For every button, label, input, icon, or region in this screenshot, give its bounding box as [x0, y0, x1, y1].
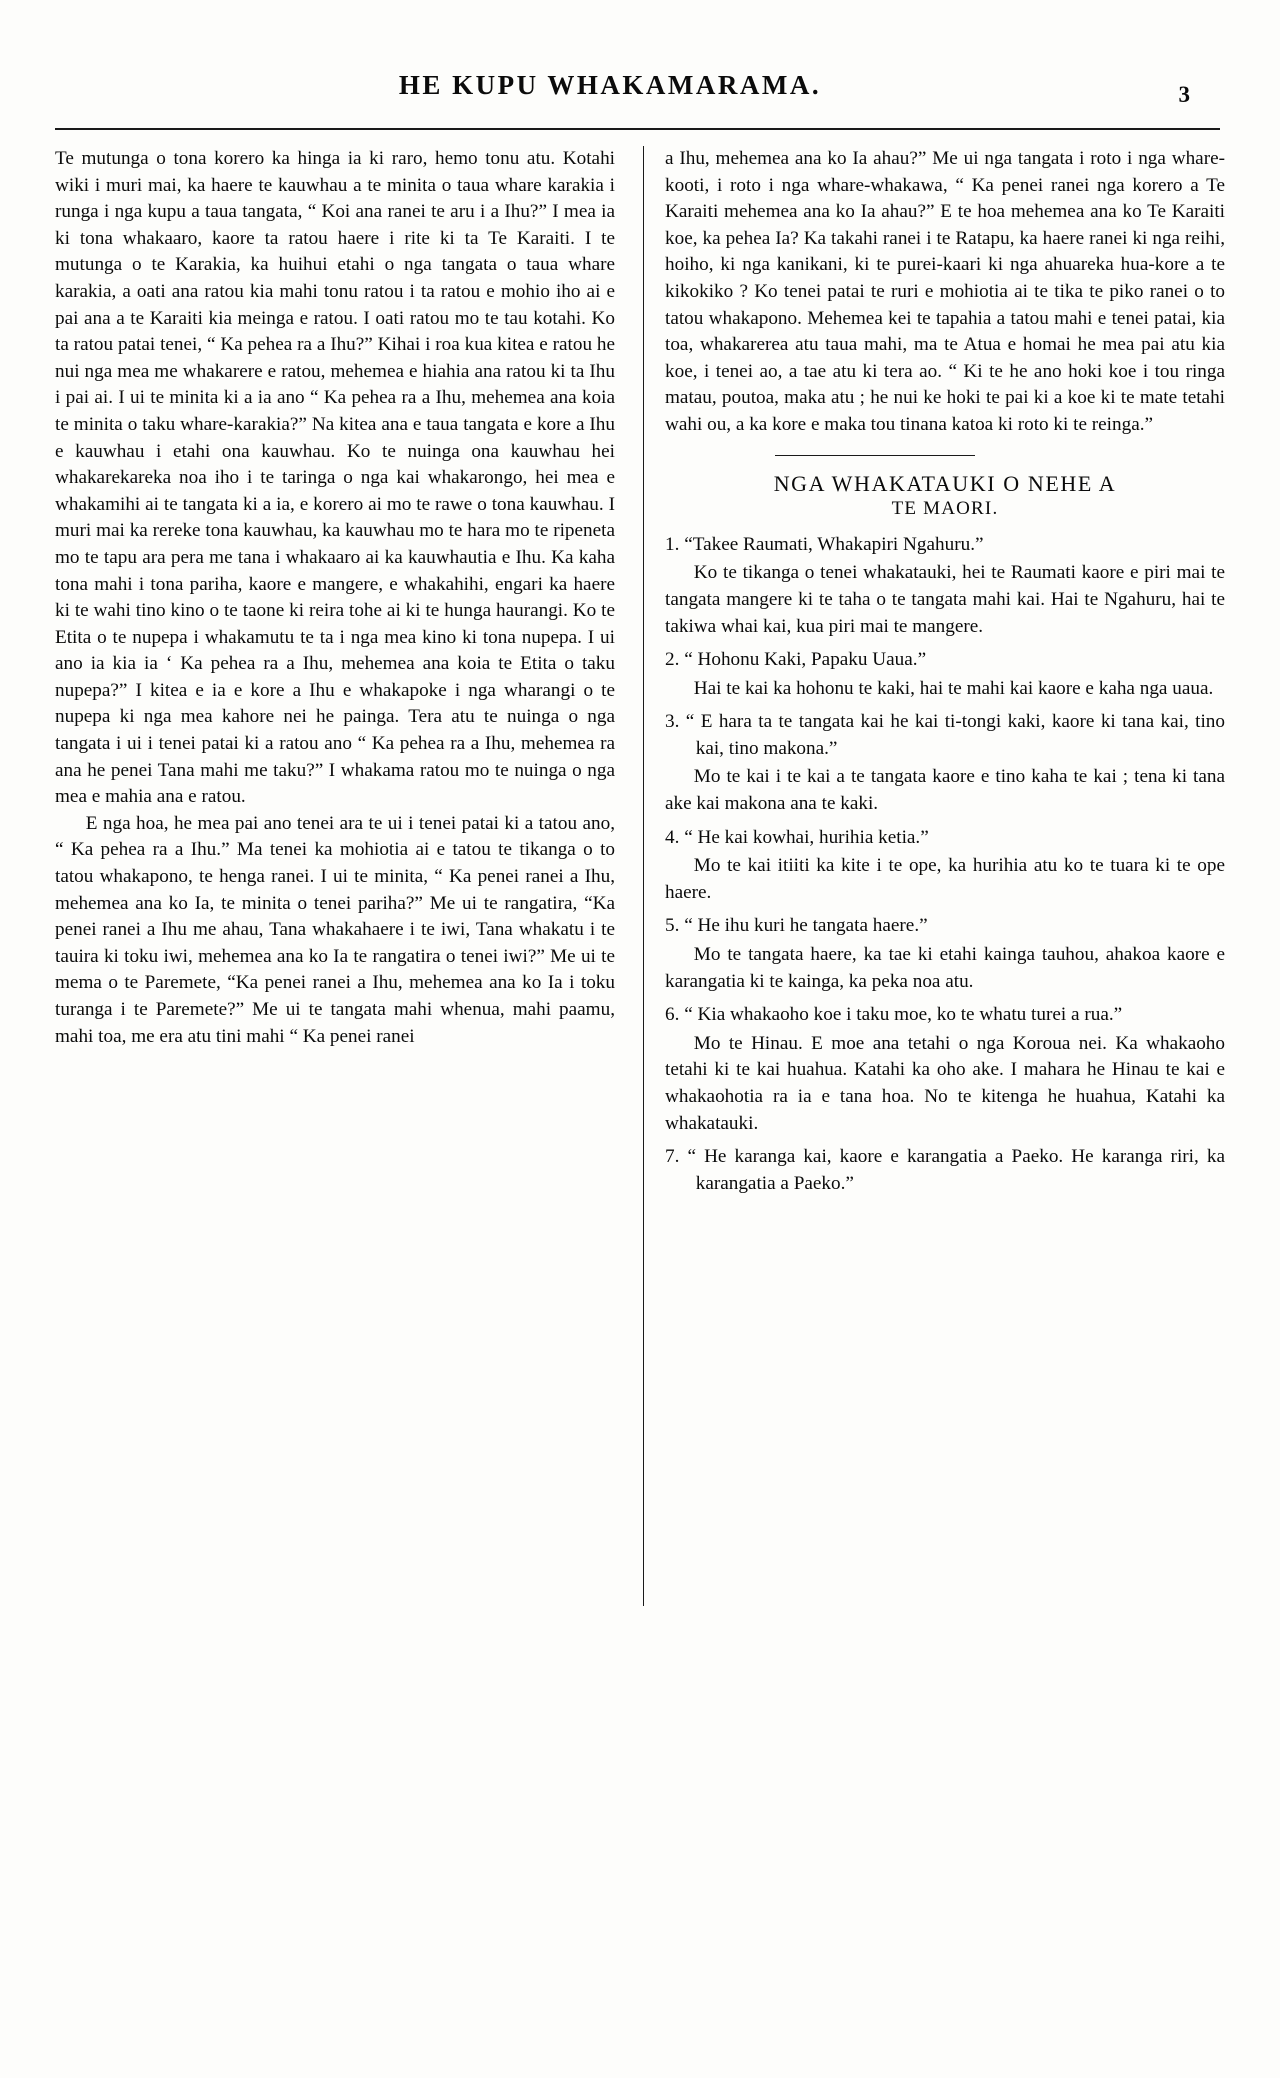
left-column [55, 146, 615, 1050]
body-columns [55, 146, 1225, 2046]
paragraph: Te mutunga o tona korero ka hinga ia ki raro, hemo tonu atu. Kotahi wiki i muri mai, ka haere te kauwhau a te minita o taua whare karakia i runga i nga kupu a taua tangata, “ Koi ana ranei te aru i a Ihu?” I mea ia ki tona whakaaro, kaore ta ratou haere i rite ki ta Te Karaiti. I te mutunga o te Karakia, ka huihui etahi o nga tangata o taua whare karakia, a oati ana ratou kia mahi tonu ratou i ta ratou e mohio iho ai e pai ana a te Karaiti kia meinga e ratou. I oati ratou mo te tau kotahi. Ko ta ratou patai tenei, “ Ka pehea ra a Ihu?” Kihai i roa kua kitea e ratou he nui nga mea me whakarere e ratou, mehemea e hiahia ana ratou ki ta Ihu i pai ai. I ui te minita ki a ia ano “ Ka pehea ra a Ihu, mehemea ana koia te minita o taku whare-karakia?” Na kitea ana e taua tangata e kore a Ihu e kauwhau i etahi ona kauwhau. Ko te nuinga ona kauwhau hei whakarekareka noa iho i te taringa o nga kai whakarongo, hei mea e whakamihi ai te tangata ki a ia, e korero ai mo te rawe o tona kauwhau. I muri mai ka rereke tona kauwhau, ka kauwhau mo te hara mo te ripeneta mo te tapu ara pera me tana i whakaaro ai ka kauwhautia e Ihu. Ka kaha tona mahi i tona pariha, kaore e mangere, e whakahihi, engari ka haere ki te wahi tino kino o te taone ki reira tohe ai ki te hunga haurangi. Ko te Etita o te nupepa i whakamutu te ta i nga mea kino ki tona nupepa. I ui ano ia kia ia ‘ Ka pehea ra a Ihu, mehemea ana koia te Etita o taku nupepa?” I kitea e ia e kore a Ihu e whakapoke i nga wharangi o te nupepa ki nga mea kahore nei he painga. Tera atu te nuinga o nga tangata i ui i tenei patai ki a ratou ano “ Ka pehea ra a Ihu, mehemea ra ana he penei Tana mahi me taku?” I whakama ratou mo te nuinga o nga mea e mahia ana e ratou. [55, 148, 615, 808]
list-item [665, 532, 1225, 640]
section-divider [775, 455, 975, 456]
section-subheading: TE MAORI. [891, 498, 999, 520]
proverb-body: Mo te kai itiiti ka kite i te ope, ka hurihia atu ko te tuara ki te ope haere. [665, 855, 1225, 903]
page-header [60, 70, 1220, 114]
proverb-body: Mo te tangata haere, ka tae ki etahi kainga tauhou, ahakoa kaore e karangatia ki te kainga, ka peka noa atu. [665, 944, 1225, 992]
proverb-body: Mo te Hinau. E moe ana tetahi o nga Koroua nei. Ka whakaoho tetahi ki te kai huahua. Katahi ka oho ake. I mahara he Hinau te kai e whakaohotia ra ia e tana hoa. No te kitenga he huahua, Katahi ka whakatauki. [665, 1032, 1225, 1134]
header-divider [55, 128, 1220, 130]
list-item [665, 1002, 1225, 1137]
list-item [665, 913, 1225, 995]
section-heading: NGA WHAKATAUKI O NEHE A [773, 470, 1117, 496]
list-item [665, 647, 1225, 702]
column-divider [643, 146, 644, 1606]
proverb-body: Ko te tikanga o tenei whakatauki, hei te Raumati kaore e piri mai te tangata mangere ki te taha o te tangata mahi kai. Hai te Ngahuru, hai te takiwa whai kai, kua piri mai te mangere. [665, 562, 1225, 637]
paragraph: E nga hoa, he mea pai ano tenei ara te ui i tenei patai ki a tatou ano, “ Ka pehea ra a Ihu.” Ma tenei ka mohiotia ai e tatou te tikanga o to tatou whakapono, te henga ranei. I ui te minita, “ Ka penei ranei a Ihu, mehemea ana ko Ia, te minita o tenei pariha?” Me ui te rangatira, “Ka penei ranei a Ihu me ahau, Tana whakahaere i te iwi, Tana whakatu i te tauira ki toku iwi, mehemea ana ko Ia te rangatira o tenei iwi?” Me ui te mema o te Paremete, “Ka penei ranei a Ihu, mehemea ana ko Ia i toku turanga i te Paremete?” Me ui te tangata mahi whenua, mahi paamu, mahi toa, me era atu tini mahi “ Ka penei ranei [55, 812, 615, 1047]
list-item [665, 709, 1225, 817]
proverb-lead: 2. “ Hohonu Kaki, Papaku Uaua.” [665, 649, 927, 671]
proverb-lead: 4. “ He kai kowhai, hurihia ketia.” [665, 826, 929, 848]
proverb-lead: 5. “ He ihu kuri he tangata haere.” [665, 915, 928, 937]
proverb-lead: 6. “ Kia whakaoho koe i taku moe, ko te whatu turei a rua.” [665, 1004, 1123, 1026]
paragraph: a Ihu, mehemea ana ko Ia ahau?” Me ui nga tangata i roto i nga whare-kooti, i roto i nga whare-whakawa, “ Ka penei ranei nga korero a Te Karaiti mehemea ana ko Ia ahau?” E te hoa mehemea ana ko Te Karaiti koe, ka pehea Ia? Ka takahi ranei i te Ratapu, ka haere ranei ki nga reihi, hoiho, ki nga kanikani, ki te purei-kaari ki nga ahuareka hua-kore a te kikokiko ? Ko tenei patai te ruri e mohiotia ai te tika te piko ranei o to tatou whakapono. Mehemea kei te tapahia a tatou mahi e tenei patai, kia toa, whakarerea atu taua mahi, ma te Atua e homai he mea pai atu kia koe, i tenei ao, a tae atu ki tera ao. “ Ki te he ano hoki koe i tou ringa matau, poutoa, maka atu ; he nui ke hoki te pai ki a koe ki te mate tetahi wahi ou, a ka kore e maka tou tinana katoa ki roto ki te reinga.” [665, 148, 1225, 435]
list-item [665, 825, 1225, 907]
proverb-body: Hai te kai ka hohonu te kaki, hai te mahi kai kaore e kaha nga uaua. [693, 677, 1214, 699]
proverb-lead: 3. “ E hara ta te tangata kai he kai ti-tongi kaki, kaore ki tana kai, tino kai, tino makona.” [665, 711, 1225, 759]
right-column [665, 146, 1225, 1197]
list-item [665, 1144, 1225, 1197]
page-number: 3 [1178, 82, 1190, 107]
page-title: HE KUPU WHAKAMARAMA. [398, 70, 822, 100]
proverb-body: Mo te kai i te kai a te tangata kaore e tino kaha te kai ; tena ki tana ake kai makona ana te kaki. [665, 766, 1225, 815]
proverb-lead: 1. “Takee Raumati, Whakapiri Ngahuru.” [665, 533, 984, 555]
proverb-lead: 7. “ He karanga kai, kaore e karangatia a Paeko. He karanga riri, ka karangatia a Paeko.” [665, 1146, 1225, 1194]
